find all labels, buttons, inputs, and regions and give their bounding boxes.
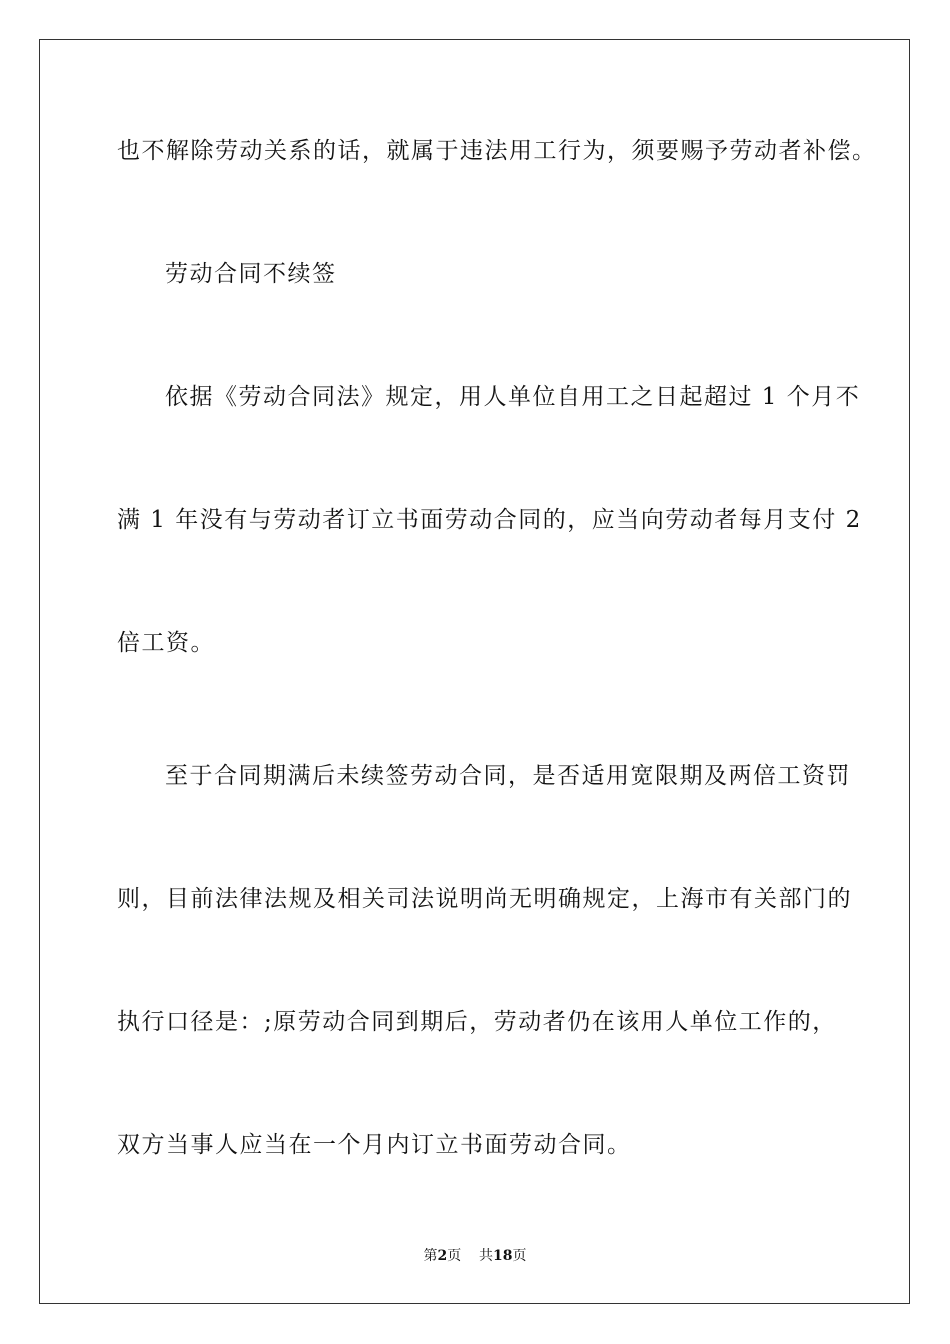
body-line-8: 执行口径是：;原劳动合同到期后，劳动者仍在该用人单位工作的， [117, 1009, 837, 1035]
total-suffix: 页 [512, 1248, 527, 1264]
body-line-4: 满 1 年没有与劳动者订立书面劳动合同的，应当向劳动者每月支付 2 [117, 507, 862, 533]
page-prefix: 第 [423, 1248, 438, 1264]
body-line-9: 双方当事人应当在一个月内订立书面劳动合同。 [117, 1132, 632, 1158]
body-line-3: 依据《劳动合同法》规定，用人单位自用工之日起超过 1 个月不 [165, 384, 861, 410]
page-footer [0, 1247, 950, 1265]
body-line-7: 则，目前法律法规及相关司法说明尚无明确规定，上海市有关部门的 [117, 886, 852, 912]
total-prefix: 共 [479, 1248, 494, 1264]
page-suffix: 页 [447, 1248, 462, 1264]
page-border [39, 39, 910, 1304]
total-page-count: 18 [493, 1248, 513, 1264]
body-line-6: 至于合同期满后未续签劳动合同，是否适用宽限期及两倍工资罚 [165, 763, 851, 789]
section-heading: 劳动合同不续签 [165, 261, 337, 287]
current-page-number: 2 [437, 1248, 448, 1264]
body-line-1: 也不解除劳动关系的话，就属于违法用工行为，须要赐予劳动者补偿。 [117, 138, 877, 164]
body-line-5: 倍工资。 [117, 630, 215, 656]
